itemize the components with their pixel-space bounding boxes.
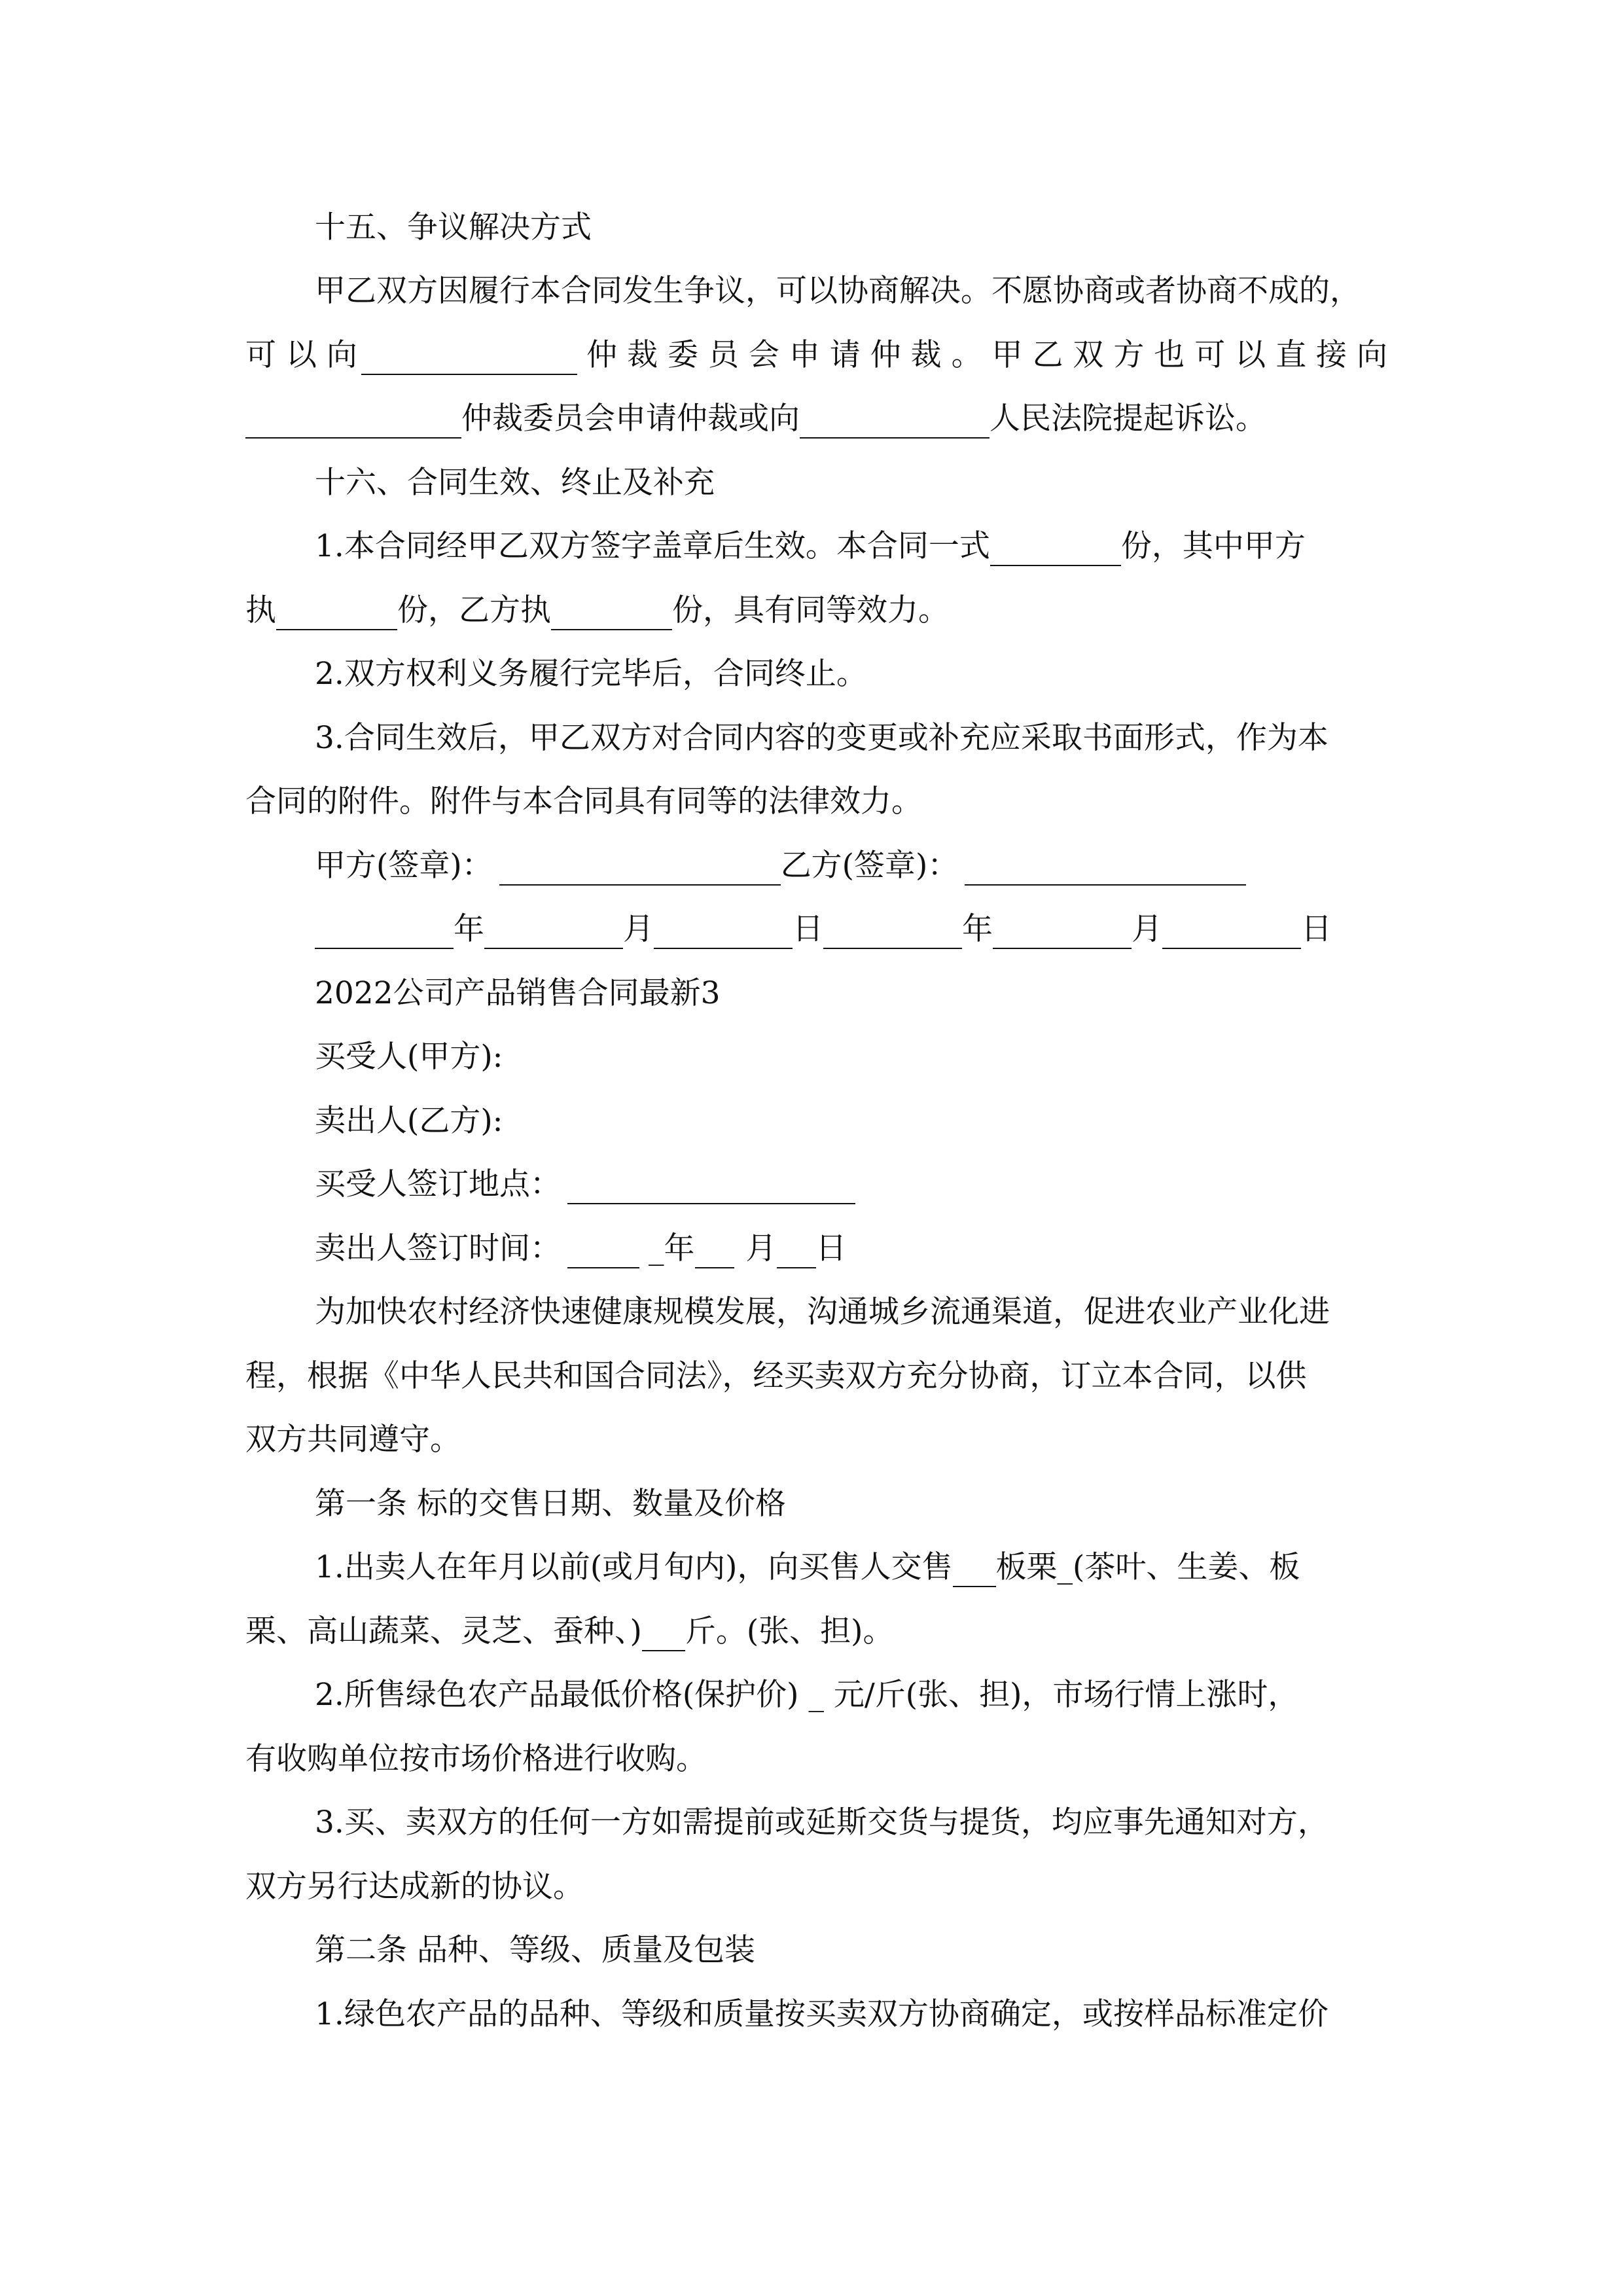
contract-3-title: 2022公司产品销售合同最新3 — [315, 975, 721, 1011]
month-label: 月 — [623, 911, 654, 947]
preamble-line: 双方共同遵守。 — [245, 1422, 461, 1458]
month-label: 月 — [745, 1230, 777, 1266]
section-16-item-1-line — [245, 527, 1457, 566]
article-1-item-3-line: 双方另行达成新的协议。 — [245, 1869, 584, 1905]
text-run: 份，具有同等效力。 — [672, 592, 949, 628]
text-run: 份，其中甲方 — [1120, 528, 1306, 564]
article-2-heading: 第二条 品种、等级、质量及包装 — [315, 1932, 755, 1968]
signing-time-label: 卖出人签订时间： — [315, 1230, 561, 1266]
text-run: 1.本合同经甲乙双方签字盖章后生效。本合同一式 — [315, 528, 990, 564]
signing-year-field[interactable] — [567, 1238, 639, 1268]
section-15-paragraph-line: 甲乙双方因履行本合同发生争议，可以协商解决。不愿协商或者协商不成的， — [315, 273, 1361, 309]
article-1-item-3-line: 3.买、卖双方的任何一方如需提前或延斯交货与提货，均应事先通知对方， — [315, 1804, 1329, 1840]
signing-place-line — [245, 1165, 1457, 1204]
party-b-month-field[interactable] — [993, 919, 1132, 949]
blank-field-copies[interactable] — [990, 536, 1121, 566]
blank-field-arbitration[interactable] — [245, 408, 461, 439]
section-16-item-3-line: 3.合同生效后，甲乙双方对合同内容的变更或补充应采取书面形式，作为本 — [315, 720, 1329, 756]
month-label: 月 — [1132, 911, 1162, 947]
party-a-signature-label: 甲方(签章)： — [315, 848, 493, 884]
preamble-line: 程，根据《中华人民共和国合同法》，经买卖双方充分协商，订立本合同，以供 — [245, 1358, 1307, 1394]
year-label: _年 — [649, 1230, 695, 1266]
text-run: 人民法院提起诉讼。 — [990, 401, 1266, 437]
section-16-item-2: 2.双方权利义务履行完毕后，合同终止。 — [315, 656, 867, 692]
party-a-year-field[interactable] — [315, 919, 454, 949]
blank-field-party-b-copies[interactable] — [551, 600, 672, 630]
section-15-paragraph-line — [245, 336, 1387, 375]
day-label: 日 — [1301, 911, 1332, 947]
text-run: 可 以 向 — [245, 337, 357, 373]
party-a-day-field[interactable] — [654, 919, 793, 949]
text-run: 仲裁委员会申请仲裁或向 — [461, 401, 800, 437]
text-run: 仲 裁 委 员 会 申 请 仲 裁 。 甲 乙 双 方 也 可 以 直 接 向 — [586, 337, 1387, 373]
article-1-item-2-line: 有收购单位按市场价格进行收购。 — [245, 1741, 707, 1777]
section-16-heading: 十六、合同生效、终止及补充 — [315, 465, 715, 501]
party-b-signature-label: 乙方(签章)： — [780, 848, 959, 884]
year-label: 年 — [962, 911, 993, 947]
section-15-paragraph-line — [245, 399, 1387, 439]
year-label: 年 — [454, 911, 484, 947]
seller-label: 卖出人(乙方): — [315, 1103, 503, 1139]
buyer-label: 买受人(甲方): — [315, 1039, 503, 1075]
article-2-item-1-line: 1.绿色农产品的品种、等级和质量按买卖双方协商确定，或按样品标准定价 — [315, 1996, 1329, 2032]
signature-line — [245, 846, 1457, 886]
text-run: 执 — [245, 592, 276, 628]
text-run: 份，乙方执 — [397, 592, 551, 628]
blank-field-quantity[interactable] — [642, 1621, 685, 1651]
signing-time-line — [245, 1229, 1457, 1268]
article-1-item-1-line — [245, 1612, 1387, 1651]
signing-place-field[interactable] — [567, 1174, 855, 1204]
party-a-signature-field[interactable] — [499, 855, 781, 886]
party-b-year-field[interactable] — [823, 919, 962, 949]
party-b-signature-field[interactable] — [965, 855, 1246, 886]
party-b-day-field[interactable] — [1162, 919, 1301, 949]
blank-field-party-a-copies[interactable] — [276, 600, 397, 630]
signing-month-field[interactable] — [695, 1238, 734, 1268]
blank-field-arbitration[interactable] — [361, 345, 577, 375]
text-run: 斤。(张、担)。 — [685, 1613, 894, 1649]
section-15-heading: 十五、争议解决方式 — [315, 209, 592, 245]
signing-place-label: 买受人签订地点： — [315, 1166, 561, 1202]
section-16-item-1-line — [245, 591, 1387, 630]
day-label: 日 — [815, 1230, 847, 1266]
text-run: 板栗_(茶叶、生姜、板 — [995, 1549, 1300, 1585]
text-run: 1.出卖人在年月以前(或月旬内)，向买售人交售 — [315, 1549, 953, 1585]
blank-field-court[interactable] — [800, 408, 990, 439]
day-label: 日 — [793, 911, 823, 947]
signing-day-field[interactable] — [777, 1238, 816, 1268]
signature-date-line — [245, 910, 1457, 949]
article-1-item-1-line — [245, 1548, 1457, 1587]
section-16-item-3-line: 合同的附件。附件与本合同具有同等的法律效力。 — [245, 783, 922, 819]
preamble-line: 为加快农村经济快速健康规模发展，沟通城乡流通渠道，促进农业产业化进 — [315, 1294, 1330, 1330]
blank-field-product[interactable] — [953, 1557, 996, 1587]
party-a-month-field[interactable] — [484, 919, 623, 949]
article-1-item-2-line: 2.所售绿色农产品最低价格(保护价) _ 元/斤(张、担)，市场行情上涨时， — [315, 1677, 1299, 1713]
article-1-heading: 第一条 标的交售日期、数量及价格 — [315, 1486, 786, 1522]
text-run: 栗、高山蔬菜、灵芝、蚕种、) — [245, 1613, 642, 1649]
